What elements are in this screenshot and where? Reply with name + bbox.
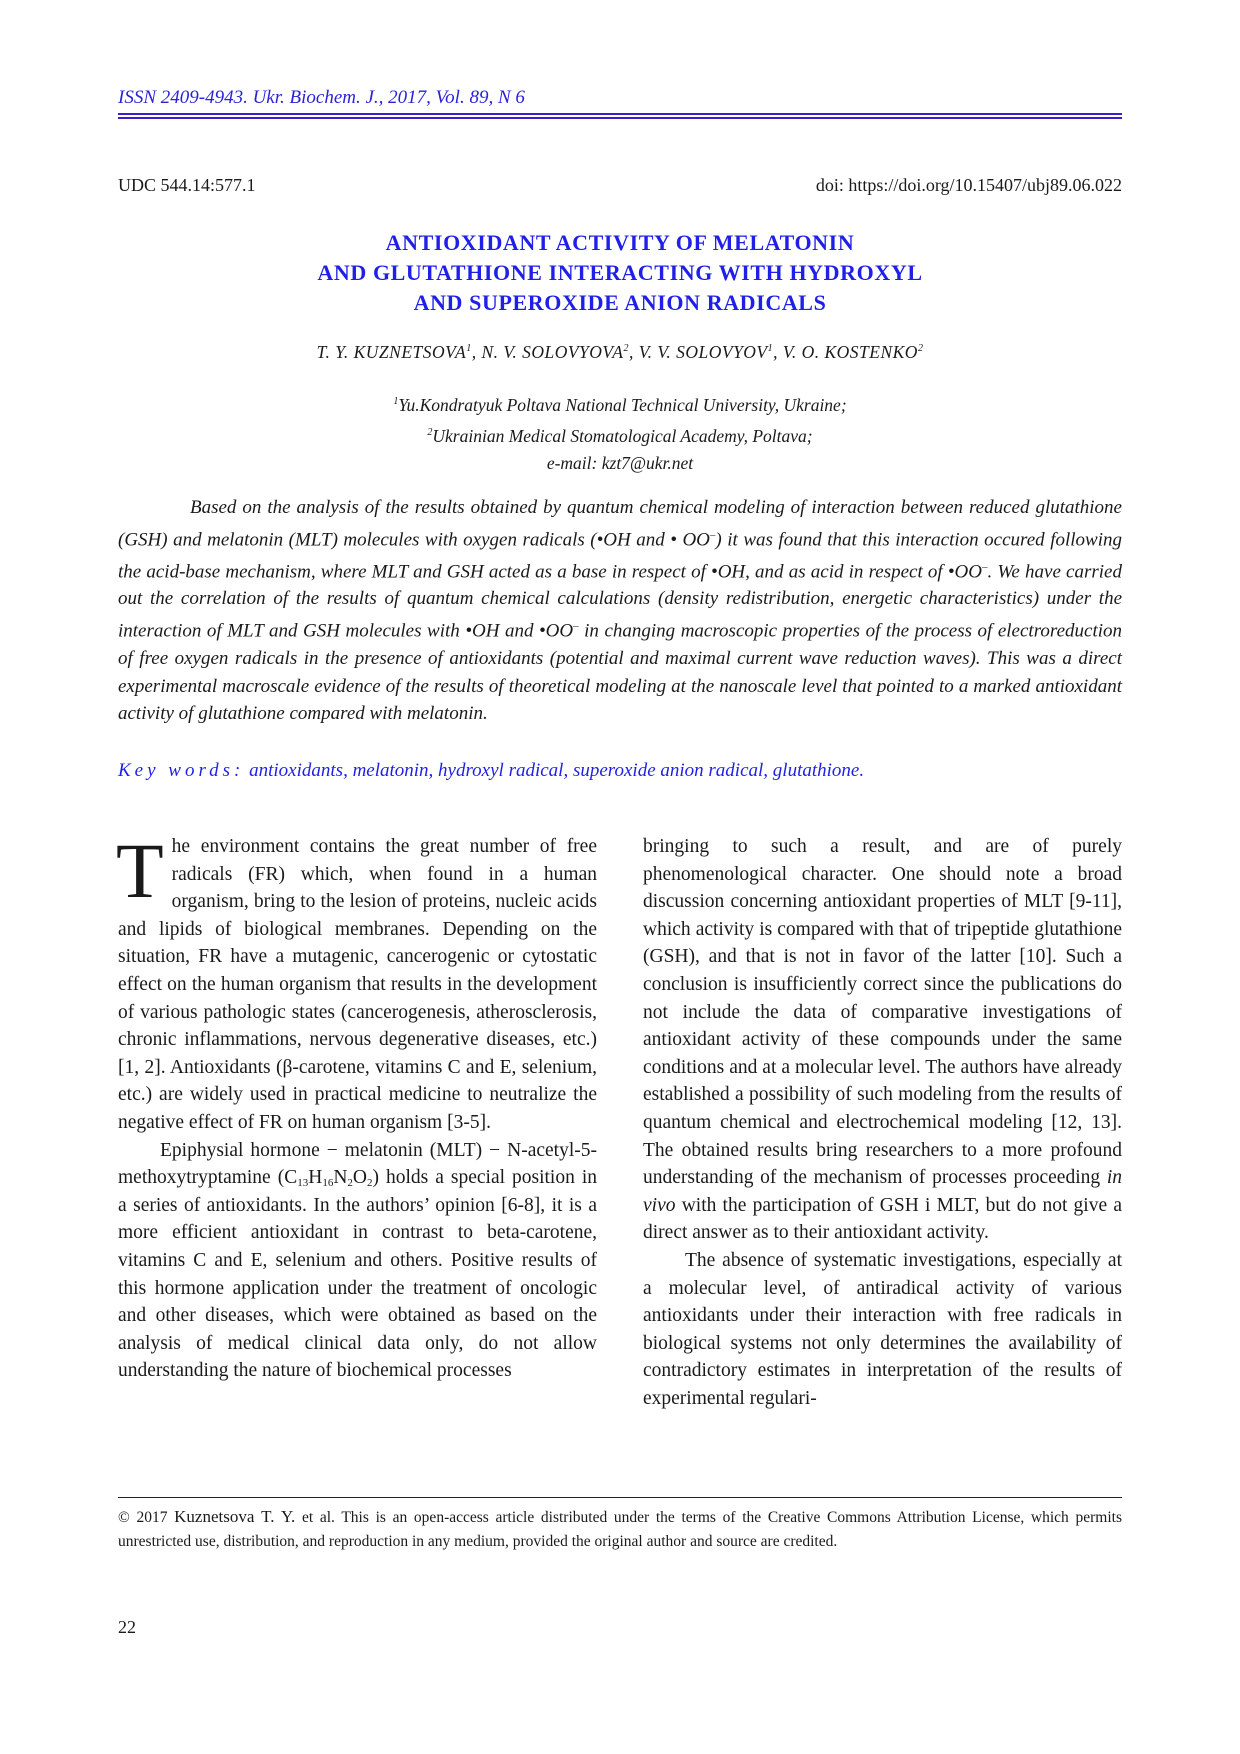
author: T. Y. KUZNETSOVA (316, 342, 467, 362)
abstract (118, 494, 1122, 728)
affiliation-text: Ukrainian Medical Stomatological Academy, Poltava; (432, 425, 813, 446)
subscript: 16 (322, 1177, 334, 1190)
affiliations (118, 388, 1122, 477)
title-line: AND SUPEROXIDE ANION RADICALS (413, 290, 827, 315)
paragraph (643, 833, 1122, 1247)
subscript: 2 (367, 1177, 373, 1190)
affiliation-marker: 1 (767, 343, 774, 355)
article-title (118, 228, 1122, 318)
abstract-text: Based on the analysis of the results obtained by quantum chemical modeling of interaction between reduced glutathione (GSH) and melatonin (MLT) molecules with oxygen radicals (•OH and • OO (118, 497, 1122, 550)
paragraph (116, 827, 597, 1137)
author: N. V. SOLOVYOVA (481, 342, 624, 362)
subscript: 13 (297, 1177, 309, 1190)
author-list: T. Y. KUZNETSOVA$^1$, N. V. SOLOVYOVA$^2$, V. V. SOLOVYOV$^1$, V. O. KOSTENKO$^2$ (316, 342, 924, 362)
keywords (118, 760, 1122, 782)
subscript: 2 (347, 1177, 353, 1190)
license-text: et al. This is an open-access article distributed under the terms of the Creative Commons Attribution License, which permits unrestricted use, distribution, and reproduction in any medium, provided the original author and source are credited. (118, 1509, 1122, 1550)
formula-element: O (352, 1167, 367, 1189)
paragraph-text: ) holds a special position in a series of antioxidants. In the authors’ opinion [6-8], it is a more efficient antioxidant in contrast to beta-carotene, vitamins C and E, selenium and others. Positive results of this hormone application under the treatment of oncologic and other diseases, which were obtained as based on the analysis of medical clinical data only, do not allow understanding the nature of biochemical processes (118, 1167, 598, 1382)
paragraph: The absence of systematic investigations, especially at a molecular level, of antiradical activity of various antioxidants under their interaction with free radicals in biological systems not only determines the availability of contradictory estimates in interpretation of the results of experimental regulari- (643, 1249, 1122, 1409)
affiliation-number: 2 (427, 426, 433, 438)
footer-rule (118, 1497, 1122, 1498)
superscript: – (709, 528, 716, 541)
license-notice (118, 1505, 1122, 1553)
paragraph-text: with the participation of GSH i MLT, but do not give a direct answer as to their antioxidant activity. (643, 1194, 1122, 1244)
abstract-text: ) it was found that this interaction occured following the acid-base mechanism, where MLT and GSH acted as a base in respect of •OH, and as acid in respect of •OO (118, 528, 1122, 582)
affiliation-text: Yu.Kondratyuk Poltava National Technical University, Ukraine; (398, 394, 847, 415)
affiliation (118, 388, 1122, 419)
affiliation (118, 419, 1122, 450)
paragraph-text: bringing to such a result, and are of purely phenomenological character. One should note a broad discussion concerning antioxidant properties of MLT [9-11], which activity is compared with that of tripeptide glutathione (GSH), and that is not in favor of the latter [10]. Such a conclusion is insufficiently correct since the publications do not include the data of comparative investigations of antioxidant activity of these compounds under the same conditions and at a molecular level. The authors have already established a possibility of such modeling from the results of quantum chemical and electrochemical modeling [12, 13]. The obtained results bring researchers to a more profound understanding of the mechanism of processes proceeding (643, 836, 1122, 1189)
title-line: ANTIOXIDANT ACTIVITY OF MELATONIN (385, 230, 855, 255)
affiliation-marker: 1 (466, 343, 472, 355)
journal-citation: ISSN 2409-4943. Ukr. Biochem. J., 2017, Vol. 89, N 6 (118, 87, 525, 108)
author: V. O. KOSTENKO (782, 342, 918, 362)
body-column-left (116, 827, 598, 1385)
udc-code: UDC 544.14:577.1 (118, 175, 256, 195)
body-column-right (643, 833, 1122, 1412)
formula-element: N (333, 1167, 348, 1189)
email[interactable]: e-mail: kzt7@ukr.net (546, 452, 694, 473)
superscript: – (981, 560, 988, 573)
license-text: © 2017 (118, 1509, 175, 1526)
paragraph-text: he environment contains the great number of free radicals (FR) which, when found in a human organism, bring to the lesion of proteins, nucleic acids and lipids of biological membranes. Depending on the situation, FR have a mutagenic, cancerogenic or cytostatic effect on the human organism that results in the development of various pathologic states (cancerogenesis, atherosclerosis, chronic inflammations, nervous degenerative diseases, etc.) [1, 2]. Antioxidants (β-carotene, vitamins C and E, selenium, etc.) are widely used in practical medicine to neutralize the negative effect of FR on human organism [3-5]. (118, 836, 597, 1133)
header-double-rule (118, 113, 1122, 119)
formula-element: H (308, 1167, 323, 1189)
title-line: AND GLUTATHIONE INTERACTING WITH HYDROXYL (317, 260, 923, 285)
superscript: – (573, 620, 579, 633)
affiliation-marker: 2 (623, 343, 629, 355)
abstract-text: . We have carried out the correlation of the results of quantum chemical calculations (density redistribution, energetic characteristics) under the interaction of MLT and GSH molecules with •OH and •OO (118, 560, 1122, 642)
page-number: 22 (118, 1617, 136, 1637)
author: V. V. SOLOVYOV (638, 342, 768, 362)
italic-term: in vivo (643, 1167, 1122, 1216)
doi-link[interactable]: doi: https://doi.org/10.15407/ubj89.06.022 (815, 175, 1122, 195)
affiliation-number: 1 (393, 396, 399, 407)
license-author: Kuznetsova T. Y. (174, 1507, 296, 1526)
paragraph (118, 1137, 597, 1385)
keywords-text: antioxidants, melatonin, hydroxyl radical, superoxide anion radical, glutathione. (244, 760, 865, 781)
affiliation-marker: 2 (917, 343, 924, 355)
keywords-label: Key words: (118, 760, 245, 781)
paragraph-text: Epiphysial hormone − melatonin (MLT) − N-acetyl-5-methoxytryptamine (C (118, 1139, 597, 1189)
drop-cap: T (116, 827, 164, 914)
abstract-text: in changing macroscopic properties of the process of electroreduction of free oxygen radicals in the presence of antioxidants (potential and maximal current wave reduction waves). This was a direct experimental macroscale evidence of the results of theoretical modeling at the nanoscale level that pointed to a marked antioxidant activity of glutathione compared with melatonin. (118, 620, 1122, 725)
